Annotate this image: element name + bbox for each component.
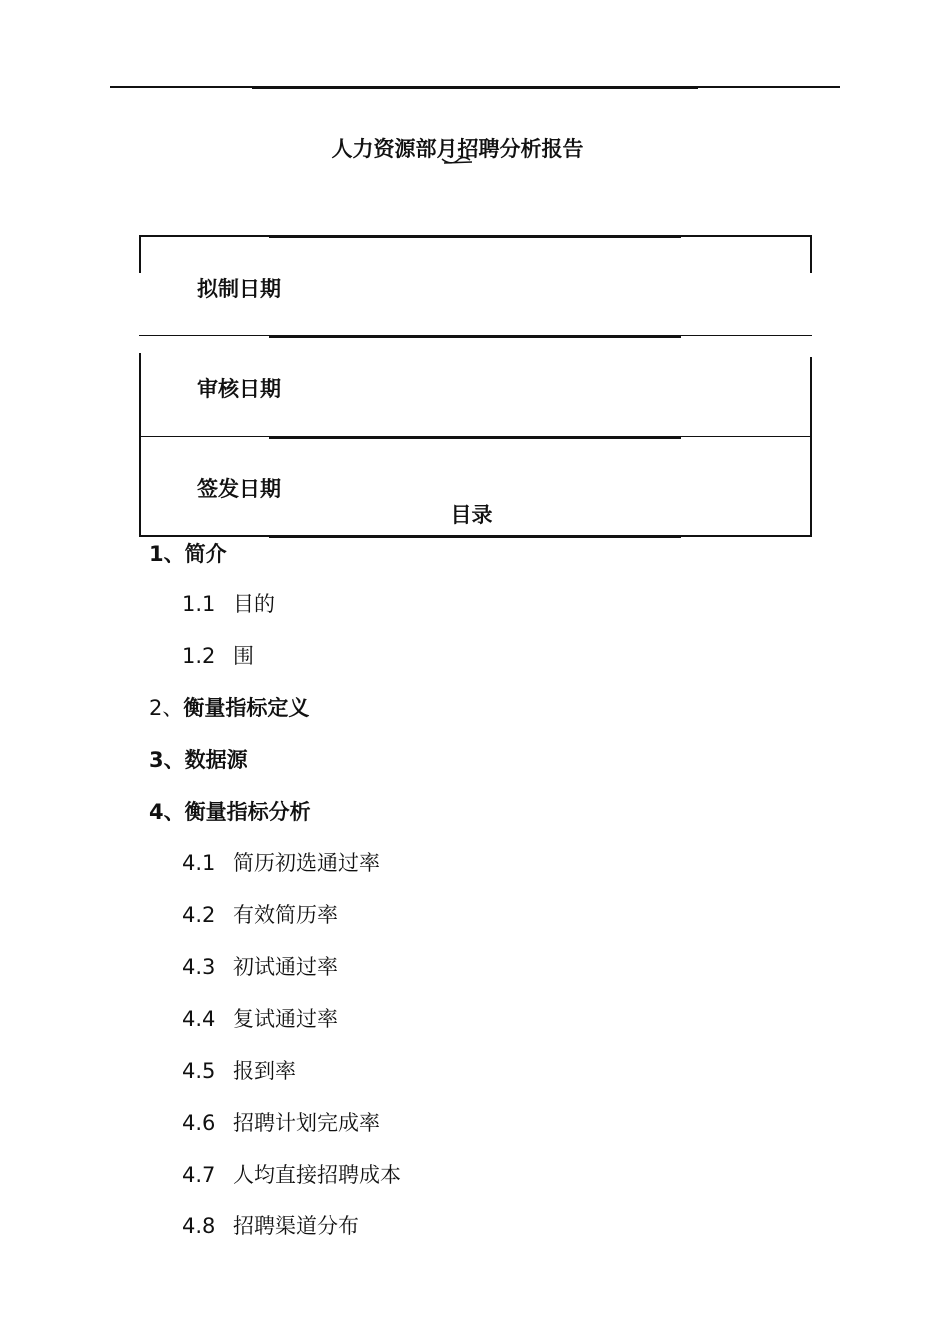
toc-item-label: 衡量指标定义: [183, 696, 310, 720]
toc-heading: 目录: [450, 503, 493, 527]
table-border-left-upper: [139, 235, 141, 273]
toc-item-cost-per-hire[interactable]: [182, 1159, 401, 1189]
toc-item-number: 1.1: [182, 592, 216, 616]
toc-item-intro[interactable]: [149, 538, 227, 568]
toc-item-metric-definitions[interactable]: [149, 692, 309, 722]
row-divider-2-accent: [269, 437, 681, 439]
toc-item-onboarding-rate[interactable]: [182, 1055, 296, 1085]
row-divider-1-accent: [269, 336, 681, 338]
toc-item-number: 1、: [149, 542, 185, 566]
approval-table: [139, 235, 812, 537]
approval-label-issued: 签发日期: [197, 477, 281, 501]
toc-item-scope[interactable]: [182, 640, 254, 670]
toc-item-label: 人均直接招聘成本: [233, 1163, 401, 1187]
toc-item-number: 4.4: [182, 1007, 216, 1031]
toc-item-label: 围: [233, 644, 254, 668]
toc-item-number: 4.1: [182, 851, 216, 875]
toc-item-number: 4.3: [182, 955, 216, 979]
toc-item-number: 4.8: [182, 1214, 216, 1238]
toc-item-label: 复试通过率: [233, 1007, 338, 1031]
toc-item-label: 招聘渠道分布: [233, 1214, 359, 1238]
toc-item-resume-screening-rate[interactable]: [182, 847, 380, 877]
toc-item-label: 有效简历率: [233, 903, 338, 927]
toc-item-label: 简历初选通过率: [233, 851, 380, 875]
table-border-right-upper: [810, 235, 812, 273]
toc-item-label: 简介: [184, 542, 227, 566]
table-border-bottom-accent: [269, 536, 681, 538]
toc-item-data-sources[interactable]: [149, 744, 248, 774]
toc-item-number: 3、: [149, 748, 185, 772]
toc-item-plan-completion-rate[interactable]: [182, 1107, 380, 1137]
toc-item-label: 初试通过率: [233, 955, 338, 979]
toc-item-channel-distribution[interactable]: [182, 1210, 359, 1240]
document-title: 人力资源部月招聘分析报告: [331, 137, 584, 161]
toc-item-label: 衡量指标分析: [184, 800, 311, 824]
header-rule-accent: [252, 87, 698, 89]
toc-item-number: 4.6: [182, 1111, 216, 1135]
table-border-top-accent: [269, 236, 681, 238]
approval-label-reviewed: 审核日期: [197, 377, 281, 401]
toc-item-second-interview-rate[interactable]: [182, 1003, 338, 1033]
toc-item-purpose[interactable]: [182, 588, 275, 618]
toc-item-label: 数据源: [184, 748, 248, 772]
toc-item-label: 招聘计划完成率: [233, 1111, 380, 1135]
toc-item-metric-analysis[interactable]: [149, 796, 311, 826]
toc-item-valid-resume-rate[interactable]: [182, 899, 338, 929]
toc-item-first-interview-rate[interactable]: [182, 951, 338, 981]
approval-label-drafted: 拟制日期: [197, 277, 281, 301]
toc-item-label: 目的: [233, 592, 275, 616]
handwritten-mark: [440, 152, 476, 166]
toc-item-number: 4.5: [182, 1059, 216, 1083]
toc-item-number: 1.2: [182, 644, 216, 668]
toc-item-number: 4.2: [182, 903, 216, 927]
toc-item-label: 报到率: [233, 1059, 296, 1083]
toc-item-number: 4.7: [182, 1163, 216, 1187]
toc-item-number: 2、: [149, 696, 184, 720]
toc-item-number: 4、: [149, 800, 185, 824]
